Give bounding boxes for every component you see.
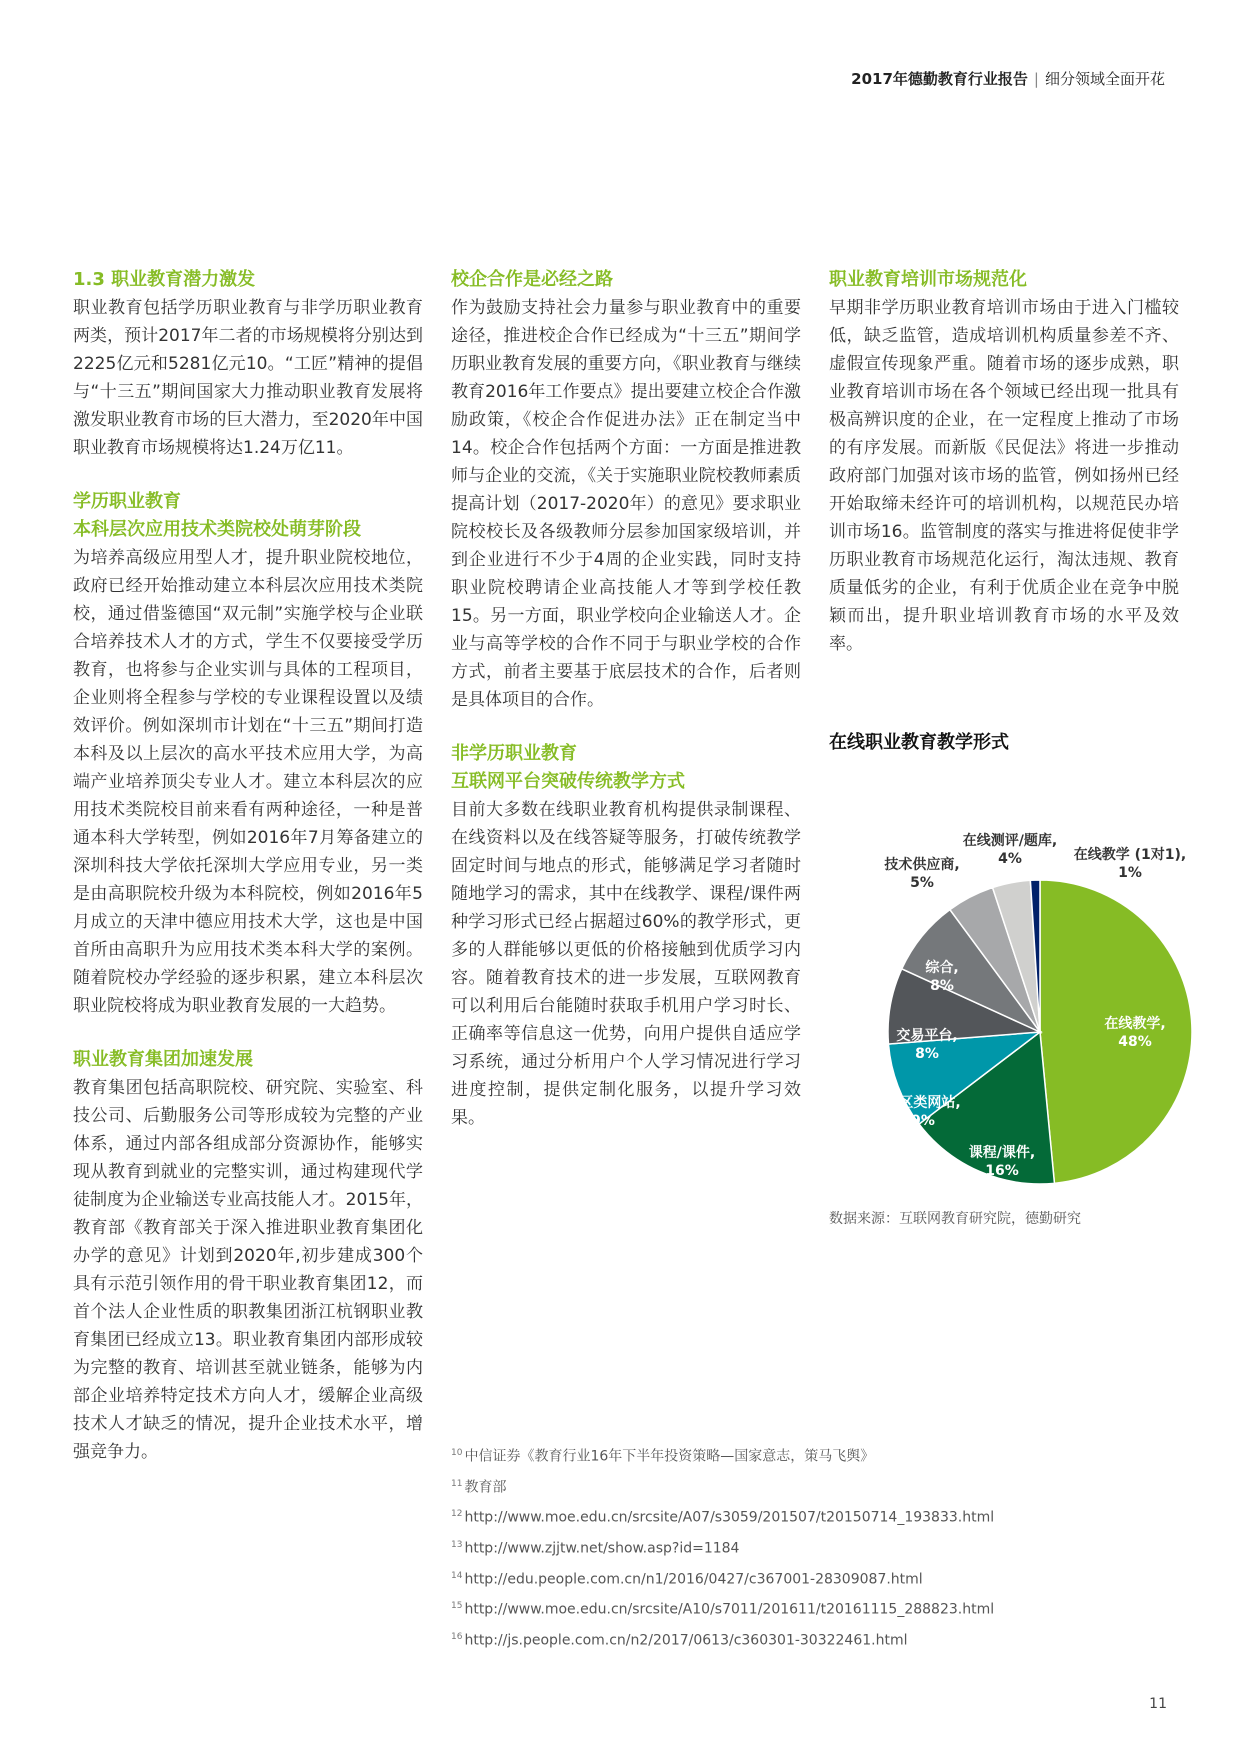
footnote-text: http://www.moe.edu.cn/srcsite/A07/s3059/201507/t20150714_193833.html	[464, 1509, 995, 1526]
slice-value: 16%	[985, 1163, 1019, 1179]
footnote-number: 10	[451, 1448, 463, 1458]
running-header	[851, 68, 1165, 89]
subsection-heading: 校企合作是必经之路	[451, 269, 613, 290]
slice-label: 交易平台,	[896, 1028, 958, 1044]
paragraph: 教育集团包括高职院校、研究院、实验室、科技公司、后勤服务公司等形成较为完整的产业体系，通过内部各组成部分资源协作，能够实现从教育到就业的完整实训，通过构建现代学徒制度为企业输送专业高技能人才。2015年，教育部《教育部关于深入推进职业教育集团化办学的意见》计划到2020年,初步建成300个具有示范引领作用的骨干职业教育集团12，而首个法人企业性质的职教集团浙江杭钢职业教育集团已经成立13。职业教育集团内部形成较为完整的教育、培训甚至就业链条，能够为内部企业培养特定技术方向人才，缓解企业高级技术人才缺乏的情况，提升企业技术水平，增强竞争力。	[73, 1078, 423, 1462]
chart-title: 在线职业教育教学形式	[829, 732, 1009, 753]
slice-value: 4%	[998, 851, 1022, 867]
subsection-heading: 职业教育培训市场规范化	[829, 269, 1027, 290]
footnote	[451, 1532, 1151, 1563]
footnote-number: 11	[451, 1478, 463, 1489]
subsection-heading: 学历职业教育	[73, 491, 181, 512]
footnote	[451, 1501, 1151, 1532]
slice-label: 在线教学,	[1104, 1016, 1166, 1032]
subsection-subheading: 本科层次应用技术类院校处萌芽阶段	[73, 519, 361, 540]
paragraph: 职业教育包括学历职业教育与非学历职业教育两类，预计2017年二者的市场规模将分别达到2225亿元和5281亿元10。“工匠”精神的提倡与“十三五”期间国家大力推动职业教育发展将激发职业教育市场的巨大潜力，至2020年中国职业教育市场规模将达1.24万亿11。	[73, 298, 423, 458]
footnote-text: 教育部	[464, 1479, 507, 1496]
footnote-text: 中信证券《教育行业16年下半年投资策略—国家意志，策马飞舆》	[464, 1448, 875, 1465]
subsection-subheading: 互联网平台突破传统教学方式	[451, 771, 685, 792]
footnote	[451, 1471, 1151, 1502]
footnote-number: 14	[451, 1570, 463, 1581]
slice-label: 在线教学 (1对1),	[1073, 847, 1187, 863]
slice-value: 9%	[911, 1113, 935, 1129]
slice-label: 综合,	[925, 960, 959, 976]
slice-label: 在线测评/题库,	[962, 833, 1058, 849]
footnote	[451, 1593, 1151, 1624]
slice-label: 课程/课件,	[968, 1145, 1036, 1161]
footnote-text: http://edu.people.com.cn/n1/2016/0427/c367001-28309087.html	[464, 1571, 923, 1588]
chart-source: 数据来源：互联网教育研究院，德勤研究	[829, 1211, 1081, 1227]
footnotes	[451, 1440, 1151, 1655]
paragraph: 为培养高级应用型人才，提升职业院校地位，政府已经开始推动建立本科层次应用技术类院校，通过借鉴德国“双元制”实施学校与企业联合培养技术人才的方式，学生不仅要接受学历教育，也将参与企业实训与具体的工程项目，企业则将全程参与学校的专业课程设置以及绩效评价。例如深圳市计划在“十三五”期间打造本科及以上层次的高水平技术应用大学，为高端产业培养顶尖专业人才。建立本科层次的应用技术类院校目前来看有两种途径，一种是普通本科大学转型，例如2016年7月筹备建立的深圳科技大学依托深圳大学应用专业，另一类是由高职院校升级为本科院校，例如2016年5月成立的天津中德应用技术大学，这也是中国首所由高职升为应用技术类本科大学的案例。随着院校办学经验的逐步积累，建立本科层次职业院校将成为职业教育发展的一大趋势。	[73, 548, 423, 1016]
footnote-number: 16	[451, 1631, 463, 1642]
subsection-heading: 职业教育集团加速发展	[73, 1049, 253, 1070]
report-title: 2017年德勤教育行业报告	[851, 70, 1028, 88]
slice-value: 48%	[1118, 1034, 1152, 1050]
footnote-number: 13	[451, 1539, 463, 1550]
slice-value: 5%	[910, 875, 934, 891]
paragraph: 作为鼓励支持社会力量参与职业教育中的重要途径，推进校企合作已经成为“十三五”期间学历职业教育发展的重要方向，《职业教育与继续教育2016年工作要点》提出要建立校企合作激励政策，《校企合作促进办法》正在制定当中14。校企合作包括两个方面：一方面是推进教师与企业的交流，《关于实施职业院校教师素质提高计划（2017-2020年）的意见》要求职业院校校长及各级教师分层参加国家级培训，并到企业进行不少于4周的企业实践，同时支持职业院校聘请企业高技能人才等到学校任教15。另一方面，职业学校向企业输送人才。企业与高等学校的合作不同于与职业学校的合作方式，前者主要基于底层技术的合作，后者则是具体项目的合作。	[451, 298, 801, 710]
slice-value: 8%	[930, 978, 954, 994]
footnote	[451, 1440, 1151, 1471]
footnote-text: http://www.moe.edu.cn/srcsite/A10/s7011/201611/t20161115_288823.html	[464, 1601, 995, 1618]
footnote-number: 15	[451, 1601, 463, 1612]
slice-label: 技术供应商,	[884, 857, 960, 873]
section-heading: 1.3 职业教育潜力激发	[73, 269, 256, 290]
paragraph: 早期非学历职业教育培训市场由于进入门槛较低，缺乏监管，造成培训机构质量参差不齐、虚假宣传现象严重。随着市场的逐步成熟，职业教育培训市场在各个领域已经出现一批具有极高辨识度的企业，在一定程度上推动了市场的有序发展。而新版《民促法》将进一步推动政府部门加强对该市场的监管，例如扬州已经开始取缔未经许可的培训机构，以规范民办培训市场16。监管制度的落实与推进将促使非学历职业教育市场规范化运行，淘汰违规、教育质量低劣的企业，有利于优质企业在竞争中脱颖而出，提升职业培训教育市场的水平及效率。	[829, 298, 1179, 654]
paragraph: 目前大多数在线职业教育机构提供录制课程、在线资料以及在线答疑等服务，打破传统教学固定时间与地点的形式，能够满足学习者随时随地学习的需求，其中在线教学、课程/课件两种学习形式已经占据超过60%的教学形式，更多的人群能够以更低的价格接触到优质学习内容。随着教育技术的进一步发展，互联网教育可以利用后台能随时获取手机用户学习时长、正确率等信息这一优势，向用户提供自适应学习系统，通过分析用户个人学习情况进行学习进度控制，提供定制化服务，以提升学习效果。	[451, 800, 801, 1128]
subsection-heading: 非学历职业教育	[451, 743, 577, 764]
footnote	[451, 1563, 1151, 1594]
header-separator: |	[1033, 70, 1039, 88]
report-subtitle: 细分领域全面开花	[1044, 70, 1165, 88]
footnote-number: 12	[451, 1509, 463, 1520]
column-middle	[451, 266, 801, 1132]
footnote-text: http://www.zjjtw.net/show.asp?id=1184	[464, 1540, 740, 1557]
page-number: 11	[1149, 1696, 1167, 1712]
footnote-text: http://js.people.com.cn/n2/2017/0613/c360301-30322461.html	[464, 1632, 908, 1649]
slice-value: 8%	[915, 1046, 939, 1062]
column-left	[73, 266, 423, 1466]
slice-value: 1%	[1118, 865, 1142, 881]
footnote	[451, 1624, 1151, 1655]
slice-label: 社区类网站,	[885, 1095, 961, 1111]
column-right	[829, 266, 1179, 658]
pie-chart	[820, 770, 1220, 1200]
